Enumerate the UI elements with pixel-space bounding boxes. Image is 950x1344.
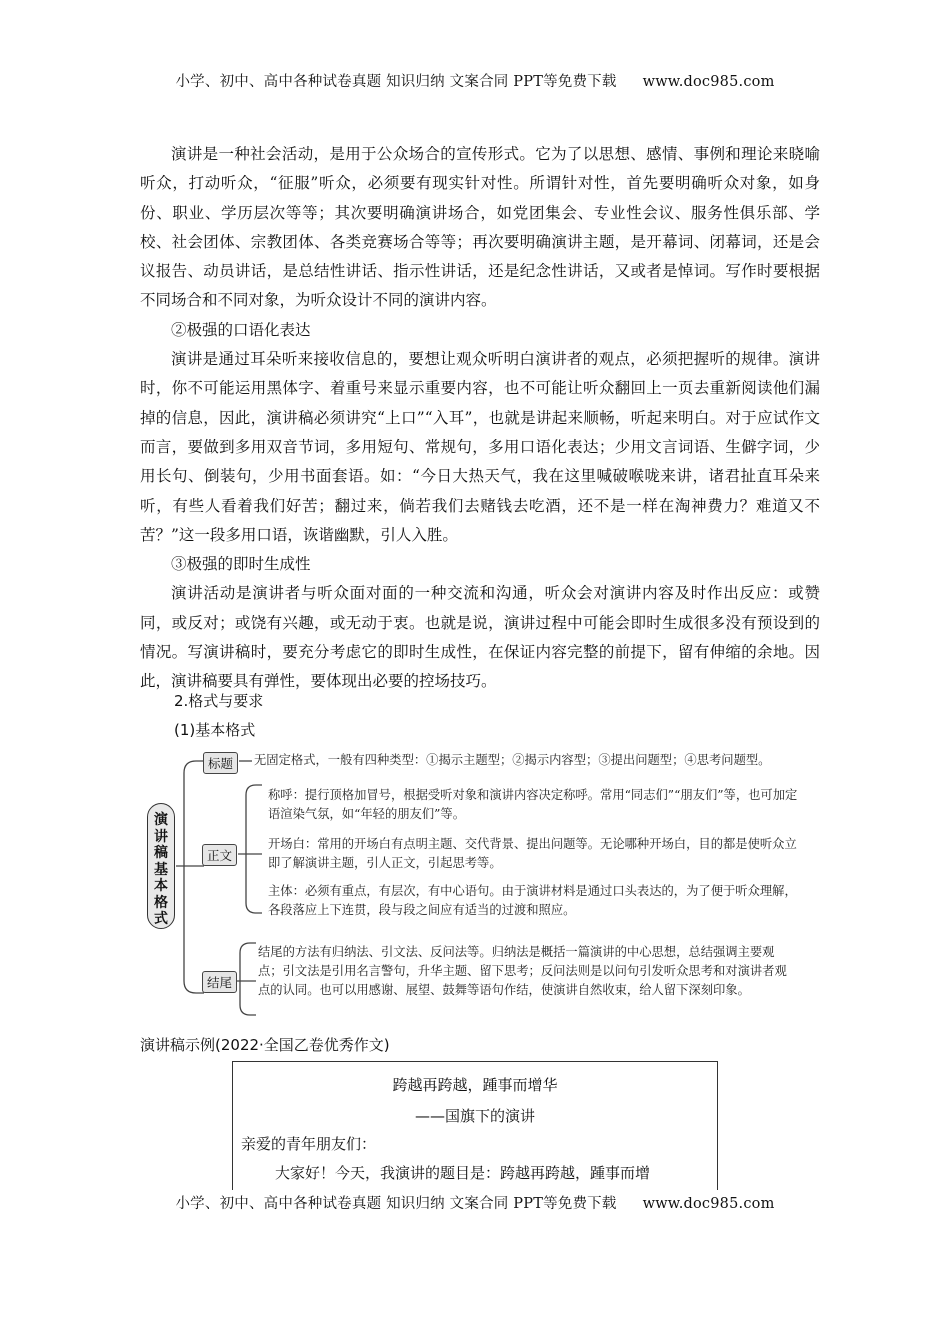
root-char: 稿 [154, 845, 168, 861]
title-box: 标题 [203, 752, 238, 774]
subsection-heading: (1)基本格式 [174, 721, 256, 739]
end-box: 结尾 [202, 971, 237, 993]
subheading: ②极强的口语化表达 [171, 320, 311, 339]
root-char: 演 [154, 812, 168, 828]
root-char: 基 [154, 861, 168, 878]
format-diagram [140, 743, 820, 1028]
paragraph: 演讲活动是演讲者与听众面对面的一种交流和沟通，听众会对演讲内容及时作出反应：或赞同，或反对；或饶有兴趣，或无动于衷。也就是说，演讲过程中可能会即时生成很多没有预设到的情况。写演讲稿时，要充分考虑它的即时生成性，在保证内容完整的前提下，留有伸缩的余地。因此，演讲稿要具有弹性，要体现出必要的控场技巧。 [140, 584, 820, 691]
header-url[interactable]: www.doc985.com [642, 74, 775, 90]
example-first-line: 大家好！今天，我演讲的题目是：跨越再跨越，踵事而增 [275, 1164, 651, 1182]
paragraph: 演讲是一种社会活动，是用于公众场合的宣传形式。它为了以思想、感情、事例和理论来晓喻听众，打动听众，“征服”听众，必须要有现实针对性。所谓针对性，首先要明确听众对象，如身份、职业、学历层次等等；其次要明确演讲场合，如党团集会、专业性会议、服务性俱乐部、学校、社会团体、宗教团体、各类竞赛场合等等；再次要明确演讲主题，是开幕词、闭幕词，还是会议报告、动员讲话，是总结性讲话、指示性讲话，还是纪念性讲话，又或者是悼词。写作时要根据不同场合和不同对象，为听众设计不同的演讲内容。 [140, 145, 820, 310]
footer-text: 小学、初中、高中各种试卷真题 知识归纳 文案合同 PPT等免费下载 [175, 1196, 617, 1212]
example-box [232, 1061, 718, 1190]
footer-url[interactable]: www.doc985.com [642, 1196, 775, 1212]
subheading: ③极强的即时生成性 [171, 555, 311, 574]
root-char: 本 [154, 878, 168, 894]
root-char: 格 [154, 894, 168, 911]
header-text: 小学、初中、高中各种试卷真题 知识归纳 文案合同 PPT等免费下载 [175, 74, 617, 90]
paragraph: 演讲是通过耳朵听来接收信息的，要想让观众听明白演讲者的观点，必须把握听的规律。演讲时，你不可能运用黑体字、着重号来显示重要内容，也不可能让听众翻回上一页去重新阅读他们漏掉的信息，因此，演讲稿必须讲究“上口”“入耳”，也就是讲起来顺畅，听起来明白。对于应试作文而言，要做到多用双音节词，多用短句、常规句，多用口语化表达；少用文言词语、生僻字词，少用长句、倒装句，少用书面套语。如：“今日大热天气，我在这里喊破喉咙来讲，诸君扯直耳朵来听，有些人看着我们好苦；翻过来，倘若我们去赌钱去吃酒，还不是一样在淘神费力？难道又不苦？”这一段多用口语，诙谐幽默，引人入胜。 [140, 350, 820, 544]
body-text [140, 140, 820, 697]
root-char: 式 [154, 911, 168, 927]
example-subtitle: ——国旗下的演讲 [414, 1107, 535, 1125]
body-item-main: 主体：必须有重点，有层次，有中心语句。由于演讲材料是通过口头表达的，为了便于听众理解，各段落应上下连贯，段与段之间应有适当的过渡和照应。 [268, 884, 797, 917]
example-caption: 演讲稿示例(2022·全国乙卷优秀作文) [140, 1036, 390, 1054]
body-item-greeting: 称呼：提行顶格加冒号，根据受听对象和演讲内容决定称呼。常用“同志们”“朋友们”等，也可加定语渲染气氛，如“年轻的朋友们”等。 [268, 788, 798, 821]
example-title: 跨越再跨越，踵事而增华 [392, 1076, 558, 1094]
page-header [0, 70, 950, 91]
body-item-opening: 开场白：常用的开场白有点明主题、交代背景、提出问题等。无论哪种开场白，目的都是使听众立即了解演讲主题，引人正文，引起思考等。 [268, 837, 797, 870]
body-box: 正文 [202, 844, 237, 866]
section-heading: 2.格式与要求 [174, 692, 264, 710]
page-footer [0, 1192, 950, 1213]
example-salutation: 亲爱的青年朋友们： [241, 1135, 377, 1153]
root-char: 讲 [154, 828, 168, 845]
end-description: 结尾的方法有归纳法、引文法、反问法等。归纳法是概括一篇演讲的中心思想，总结强调主要观点；引文法是引用名言警句，升华主题、留下思考；反问法则是以问句引发听众思考和对演讲者观点的认同。也可以用感谢、展望、鼓舞等语句作结，使演讲自然收束，给人留下深刻印象。 [258, 945, 787, 997]
title-description: 无固定格式，一般有四种类型：①揭示主题型；②揭示内容型；③提出问题型；④思考问题型。 [254, 753, 771, 767]
root-label [147, 803, 175, 929]
